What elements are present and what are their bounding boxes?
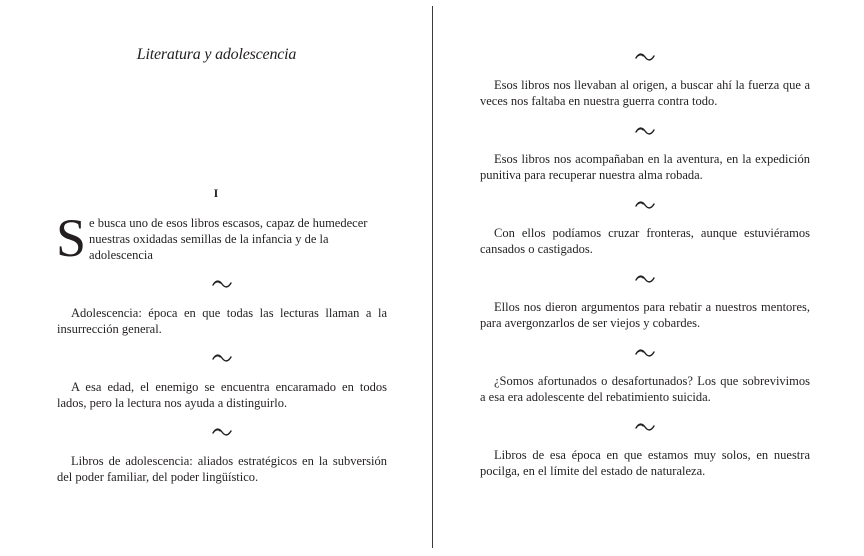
swash-ornament-icon	[635, 274, 655, 284]
paragraph	[480, 225, 810, 257]
paragraph-text: ¿Somos afortunados o desafortunados? Los que sobrevivimos a esa era adolescente del rebatimiento suicida.	[480, 374, 810, 404]
swash-ornament-icon	[212, 279, 232, 289]
paragraph-text: Esos libros nos acompañaban en la aventura, en la expedición punitiva para recuperar nuestra alma robada.	[480, 152, 810, 182]
paragraph	[57, 305, 387, 337]
paragraph	[57, 453, 387, 485]
drop-cap: S	[56, 208, 87, 268]
paragraph	[480, 77, 810, 109]
opening-paragraph-text: e busca uno de esos libros escasos, capaz de humedecer nuestras oxidadas semillas de la infancia y de la adolescencia	[89, 216, 368, 262]
paragraph-text: Libros de adolescencia: aliados estratégicos en la subversión del poder familiar, del poder lingüístico.	[57, 454, 387, 484]
swash-ornament-icon	[635, 348, 655, 358]
paragraph	[57, 379, 387, 411]
page-gutter-divider	[432, 6, 433, 548]
paragraph-text: Con ellos podíamos cruzar fronteras, aunque estuviéramos cansados o castigados.	[480, 226, 810, 256]
section-number: I	[213, 186, 220, 200]
swash-ornament-icon	[212, 353, 232, 363]
swash-ornament-icon	[212, 427, 232, 437]
paragraph-text: Ellos nos dieron argumentos para rebatir a nuestros mentores, para avergonzarlos de ser viejos y cobardes.	[480, 300, 810, 330]
paragraph-text: Adolescencia: época en que todas las lecturas llaman a la insurrección general.	[57, 306, 387, 336]
paragraph	[480, 373, 810, 405]
swash-ornament-icon	[635, 126, 655, 136]
paragraph	[480, 151, 810, 183]
swash-ornament-icon	[635, 422, 655, 432]
paragraph-text: Libros de esa época en que estamos muy solos, en nuestra pocilga, en el límite del estado de naturaleza.	[480, 448, 810, 478]
paragraph	[480, 447, 810, 479]
right-page	[434, 0, 864, 556]
paragraph-text: Esos libros nos llevaban al origen, a buscar ahí la fuerza que a veces nos faltaba en nuestra guerra contra todo.	[480, 78, 810, 108]
chapter-title: Literatura y adolescencia	[136, 46, 297, 63]
paragraph	[480, 299, 810, 331]
paragraph-text: A esa edad, el enemigo se encuentra encaramado en todos lados, pero la lectura nos ayuda a distinguirlo.	[57, 380, 387, 410]
opening-paragraph	[56, 208, 387, 268]
swash-ornament-icon	[635, 200, 655, 210]
swash-ornament-icon	[635, 52, 655, 62]
